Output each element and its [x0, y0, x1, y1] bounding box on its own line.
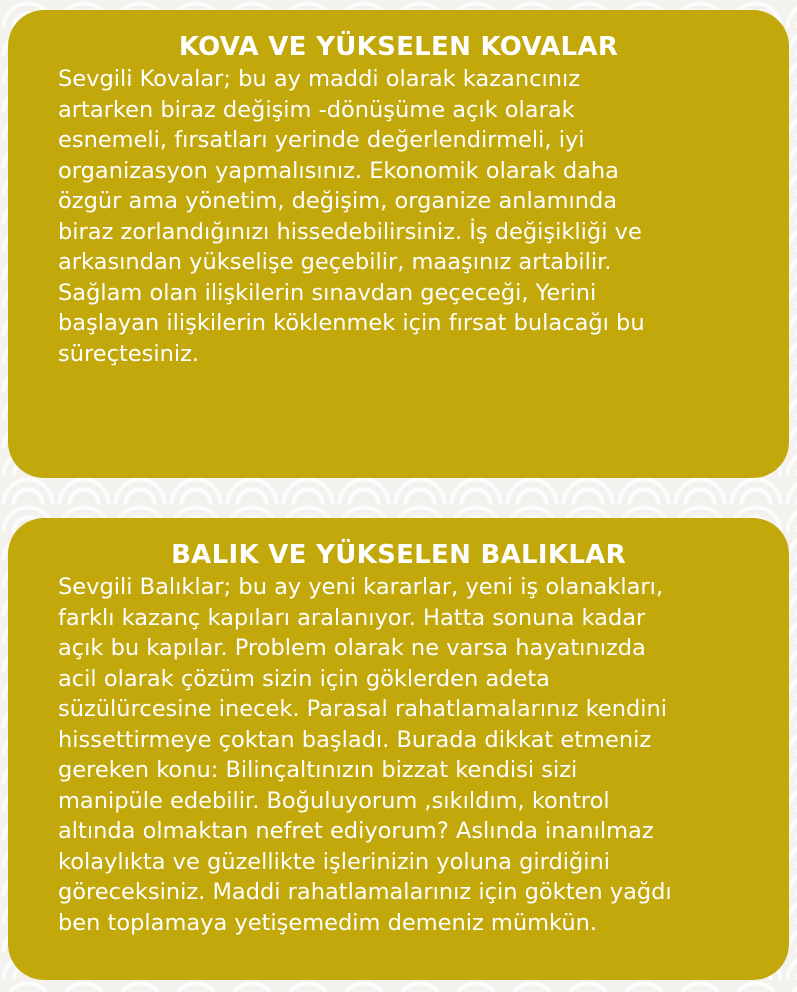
- balik-section-title: BALIK VE YÜKSELEN BALIKLAR: [171, 540, 626, 570]
- kova-section-title: KOVA VE YÜKSELEN KOVALAR: [178, 32, 619, 62]
- balik-horoscope-card: [8, 518, 789, 980]
- kova-section-text: Sevgili Kovalar; bu ay maddi olarak kazancınız artarken biraz değişim -dönüşüme açık olarak esnemeli, fırsatları yerinde değerlendirmeli, iyi organizasyon yapmalısınız. Ekonomik olarak daha özgür ama yönetim, değişim, organize anlamında biraz zorlandığınızı hissedebilirsiniz. İş değişikliği ve arkasından yükselişe geçebilir, maaşınız artabilir. Sağlam olan ilişkilerin sınavdan geçeceği, Yerini başlayan ilişkilerin köklenmek için fırsat bulacağı bu süreçtesiniz.: [58, 66, 645, 367]
- balik-section-text: Sevgili Balıklar; bu ay yeni kararlar, yeni iş olanakları, farklı kazanç kapıları aralanıyor. Hatta sonuna kadar açık bu kapılar. Problem olarak ne varsa hayatınızda acil olarak çözüm sizin için göklerden adeta süzülürcesine inecek. Parasal rahatlamalarınız kendini hissettirmeye çoktan başladı. Burada dikkat etmeniz gereken konu: Bilinçaltınızın bizzat kendisi sizi manipüle edebilir. Boğuluyorum ,sıkıldım, kontrol altında olmaktan nefret ediyorum? Aslında inanılmaz kolaylıkta ve güzellikte işlerinizin yoluna girdiğini göreceksiniz. Maddi rahatlamalarınız için gökten yağdı ben toplamaya yetişemedim demeniz mümkün.: [58, 574, 672, 936]
- kova-horoscope-card: [8, 10, 789, 478]
